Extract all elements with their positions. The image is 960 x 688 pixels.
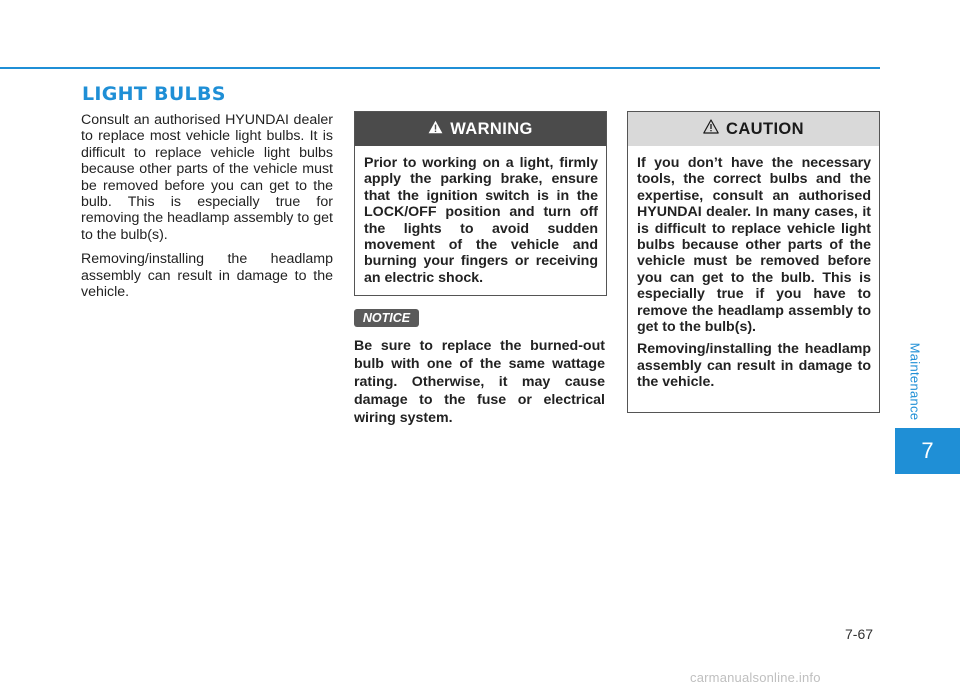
section-title: LIGHT BULBS [82,83,226,105]
caution-title: CAUTION [726,119,804,138]
watermark: carmanualsonline.info [690,670,821,685]
chapter-side-label [905,342,925,420]
caution-triangle-icon [703,119,719,139]
warning-triangle-icon [428,120,443,139]
chapter-tab: 7 [895,428,960,474]
chapter-name: Maintenance [907,342,923,420]
intro-column [81,112,333,308]
intro-paragraph-2: Removing/installing the headlamp assembly can result in damage to the vehicle. [81,251,333,301]
caution-box [627,111,880,413]
warning-title: WARNING [450,119,533,138]
notice-badge: NOTICE [354,309,419,327]
caution-header [628,112,879,146]
warning-box [354,111,607,296]
caution-paragraph-1: If you don’t have the necessary tools, the correct bulbs and the expertise, consult an authorised HYUNDAI dealer. In many cases, it is difficult to replace vehicle light bulbs because other parts of the vehicle must be removed before you can get to the bulb. This is especially true if you have to remove the headlamp assembly to get to the bulb(s). [637,155,871,336]
page-number: 7-67 [845,626,874,642]
warning-header [355,112,606,146]
caution-body [628,146,879,403]
warning-body [355,146,606,298]
caution-paragraph-2: Removing/installing the headlamp assembly can result in damage to the vehicle. [637,341,871,391]
intro-paragraph-1: Consult an authorised HYUNDAI dealer to replace most vehicle light bulbs. It is difficult to replace vehicle light bulbs because other parts of the vehicle must be removed before you can get to the bulb. This is especially true for removing the headlamp assembly to get to the bulb(s). [81,112,333,243]
notice-text: Be sure to replace the burned-out bulb with one of the same wattage rating. Otherwise, it may cause damage to the fuse or electrical wiring system. [354,338,605,426]
top-rule [0,67,880,69]
warning-text: Prior to working on a light, firmly apply the parking brake, ensure that the ignition switch is in the LOCK/OFF position and turn off the lights to avoid sudden movement of the vehicle and burning your fingers or receiving an electric shock. [364,155,598,286]
